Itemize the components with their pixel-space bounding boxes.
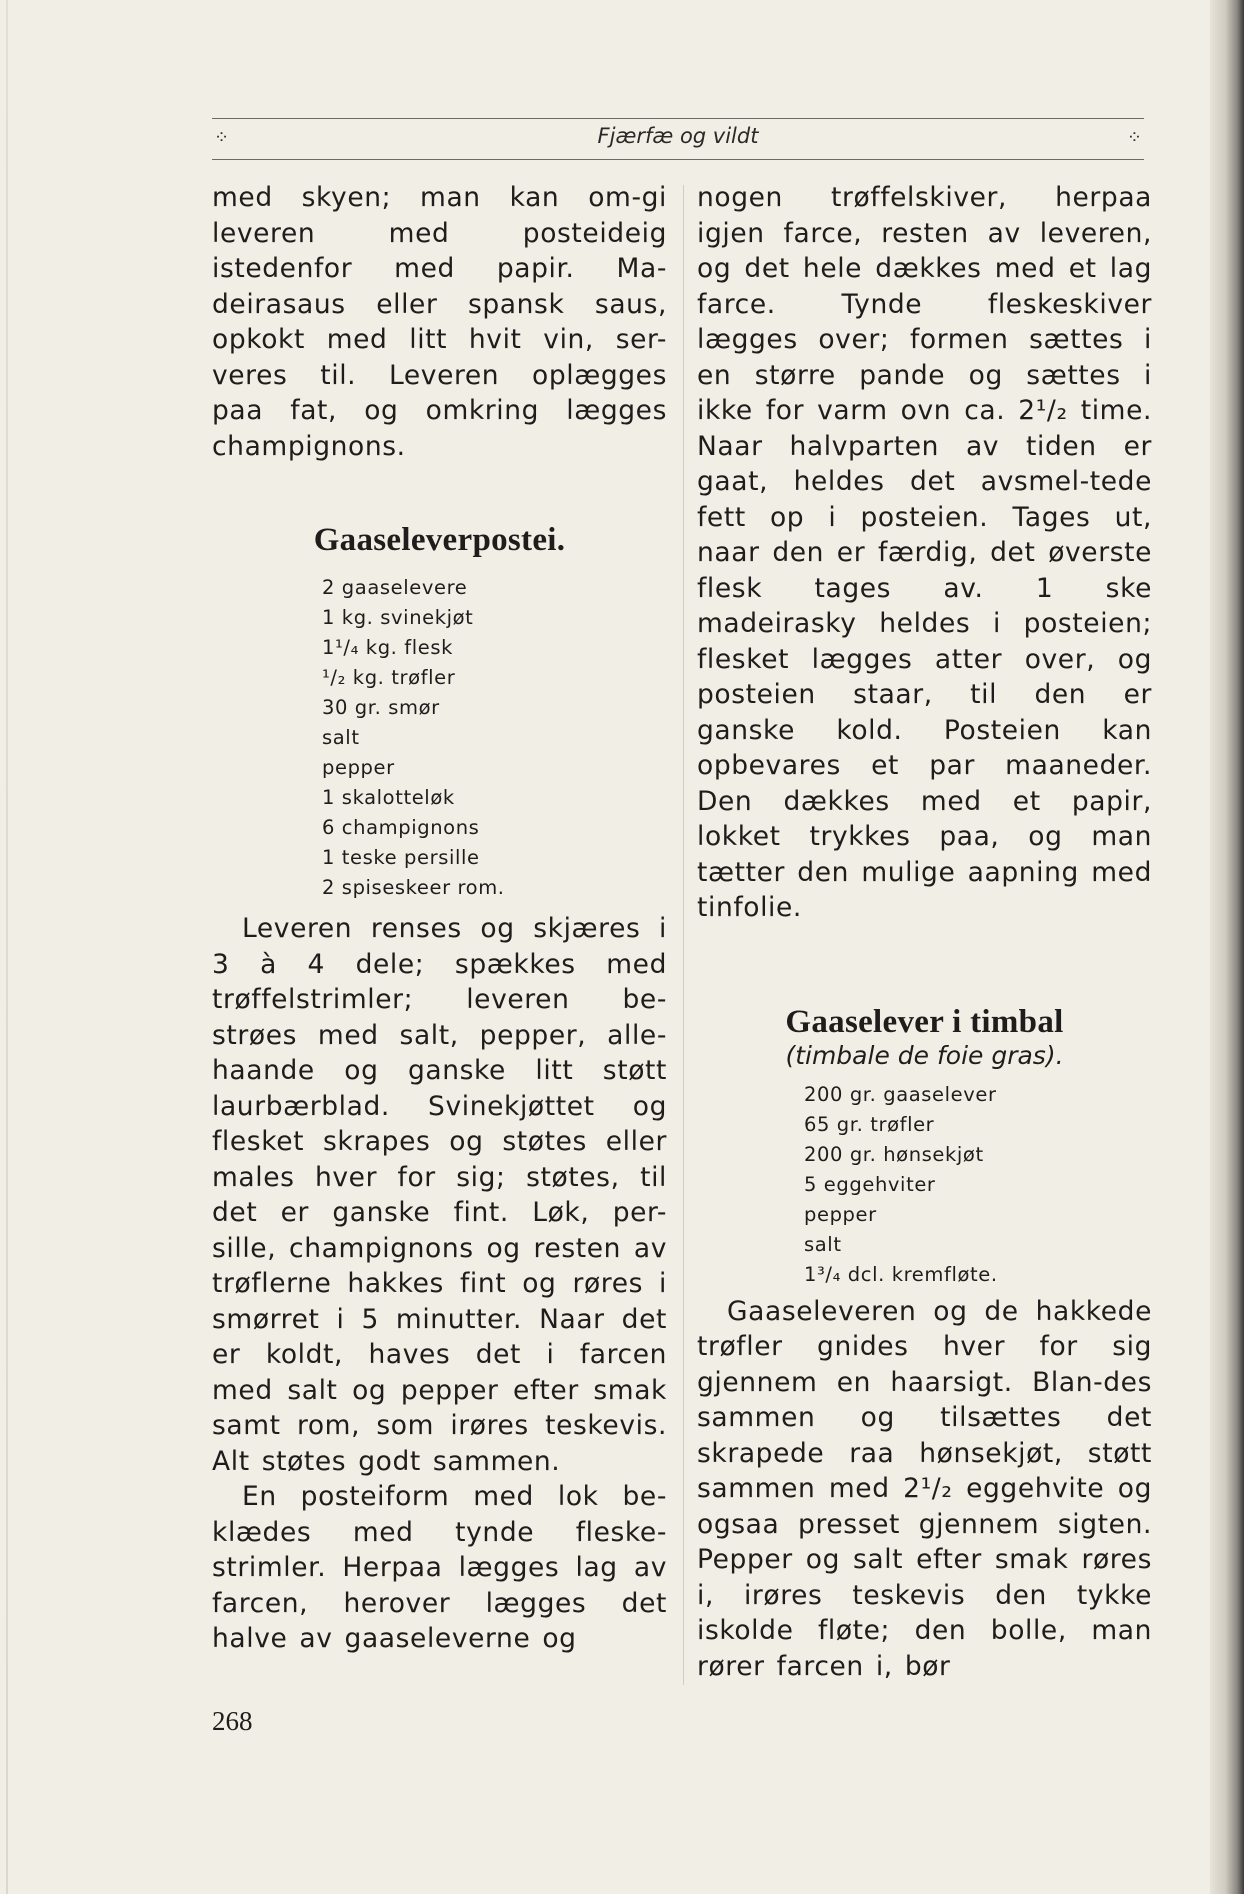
binding-edge — [6, 0, 8, 1894]
ornament-left-icon: ⁘ — [214, 127, 230, 148]
recipe-title-timbal: Gaaselever i timbal — [785, 1003, 1064, 1040]
ingredient-item: 65 gr. trøfler — [804, 1112, 935, 1136]
method-paragraph-2: En posteiform med lok be-klædes med tynde fleske-strimler. Herpaa lægges lag av farcen, herover lægges det halve av gaaseleverne og — [212, 1481, 667, 1654]
ingredient-item: 1³/₄ dcl. kremfløte. — [804, 1262, 998, 1286]
ingredient-list-postei — [212, 573, 667, 903]
ingredient-item: 1 kg. svinekjøt — [322, 606, 474, 629]
ingredient-item: 30 gr. smør — [322, 696, 440, 719]
running-header — [212, 118, 1144, 160]
column-divider — [683, 185, 684, 1685]
method-paragraph-1: Leveren renses og skjæres i 3 à 4 dele; spækkes med trøffelstrimler; leveren be-strøes med salt, pepper, alle-haande og ganske litt støtt laurbærblad. Svinekjøttet og flesket skrapes og støtes eller males hver for sig; støtes, til det er ganske fint. Løk, per-sille, champignons og resten av trøflerne hakkes fint og røres i smørret i 5 minutter. Naar det er koldt, haves det i farcen med salt og pepper efter smak samt rom, som irøres teskevis. Alt støtes godt sammen. — [212, 913, 667, 1477]
right-column — [697, 180, 1152, 1684]
ingredient-item: 2 spiseskeer rom. — [322, 876, 505, 899]
ingredient-list-timbal — [697, 1080, 1152, 1290]
intro-paragraph: med skyen; man kan om-gi leveren med posteideig istedenfor med papir. Ma-deirasaus eller spansk saus, opkokt med litt hvit vin, ser-veres til. Leveren oplægges paa fat, og omkring lægges champignons. — [212, 182, 667, 462]
ingredient-item: 5 eggehviter — [804, 1172, 936, 1196]
ingredient-item: 2 gaaselevere — [322, 576, 468, 599]
ingredient-item: 1 teske persille — [322, 846, 480, 869]
recipe-subtitle-timbal: (timbale de foie gras). — [785, 1040, 1064, 1070]
ingredient-item: pepper — [804, 1202, 877, 1226]
running-title: Fjærfæ og vildt — [597, 124, 759, 148]
ingredient-item: pepper — [322, 756, 395, 779]
page-number: 268 — [212, 1706, 253, 1736]
continued-paragraph: nogen trøffelskiver, herpaa igjen farce, resten av leveren, og det hele dækkes med et lag farce. Tynde fleskeskiver lægges over; formen sættes i en større pande og sættes i ikke for varm ovn ca. 2¹/₂ time. Naar halvparten av tiden er gaat, heldes det avsmel-tede fett op i posteien. Tages ut, naar den er færdig, det øverste flesk tages av. 1 ske madeirasky heldes i posteien; flesket lægges atter over, og posteien staar, til den er ganske kold. Posteien kan opbevares et par maaneder. Den dækkes med et papir, lokket trykkes paa, og man tætter den mulige aapning med tinfolie. — [697, 182, 1152, 923]
method-paragraph-timbal: Gaaseleveren og de hakkede trøfler gnides hver for sig gjennem en haarsigt. Blan-des sammen og tilsættes det skrapede raa hønsekjøt, støtt sammen med 2¹/₂ eggehvite og ogsaa presset gjennem sigten. Pepper og salt efter smak røres i, irøres teskevis den tykke iskolde fløte; den bolle, man rører farcen i, bør — [697, 1295, 1152, 1682]
ingredient-item: 1¹/₄ kg. flesk — [322, 636, 454, 659]
ingredient-item: salt — [322, 726, 360, 749]
ingredient-item: 6 champignons — [322, 816, 480, 839]
ingredient-item: ¹/₂ kg. trøfler — [322, 666, 456, 689]
ingredient-item: 200 gr. hønsekjøt — [804, 1142, 984, 1166]
ingredient-item: 200 gr. gaaselever — [804, 1082, 997, 1106]
ingredient-item: salt — [804, 1232, 842, 1256]
left-column — [212, 180, 667, 1657]
ingredient-item: 1 skalotteløk — [322, 786, 455, 809]
page-edge-shadow — [1210, 0, 1244, 1894]
recipe-title-gaaseleverpostei: Gaaseleverpostei. — [313, 522, 566, 558]
ornament-right-icon: ⁘ — [1126, 127, 1142, 148]
